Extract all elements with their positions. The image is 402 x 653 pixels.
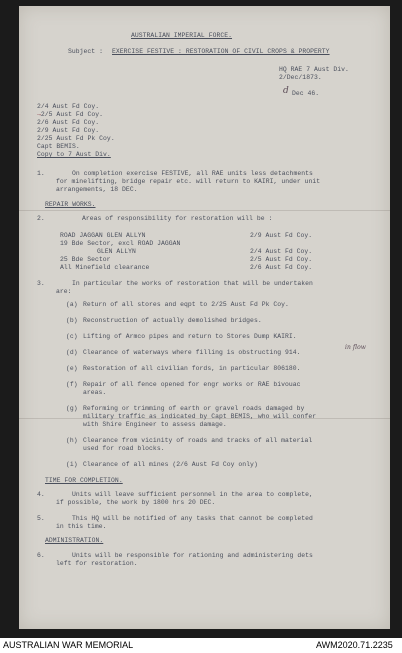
area-name: 19 Bde Sector, excl ROAD JAGGAN [60, 240, 181, 247]
item-text: Lifting of Armco pipes and return to Stores Dump KAIRI. [83, 333, 297, 340]
paragraph-3-intro: are: [56, 288, 72, 295]
distribution-item: 2/25 Aust Fd Pk Coy. [37, 135, 115, 142]
item-text: Repair of all fence opened for engr works or RAE bivouac [83, 381, 301, 388]
item-id: (b) [66, 317, 78, 324]
distribution-item: Capt BEMIS. [37, 143, 80, 150]
distribution-item: 2/4 Aust Fd Coy. [37, 103, 100, 110]
paragraph-number: 2. [37, 215, 45, 222]
subject-text: EXERCISE FESTIVE : RESTORATION OF CIVIL CROPS & PROPERTY [112, 48, 330, 55]
paragraph-6-line: left for restoration. [56, 560, 138, 567]
hq-reference: HQ RAE 7 Aust Div. [279, 66, 349, 73]
handwritten-note: in flow [345, 344, 366, 351]
paragraph-5-line: in this time. [56, 523, 107, 530]
area-name: ROAD JAGGAN GLEN ALLYN [60, 232, 146, 239]
paragraph-1-line: for minelifting, bridge repair etc. will return to KAIRI, under unit [56, 178, 321, 185]
archive-reference: AWM2020.71.2235 [316, 640, 393, 650]
item-text: Clearance from vicinity of roads and tracks of all material [83, 437, 313, 444]
paragraph-number: 1. [37, 170, 45, 177]
item-id: (d) [66, 349, 78, 356]
item-id: (e) [66, 365, 78, 372]
paragraph-6-line: Units will be responsible for rationing and administering dets [72, 552, 313, 559]
paragraph-number: 5. [37, 515, 45, 522]
paragraph-3-intro: In particular the works of restoration that will be undertaken [72, 280, 313, 287]
item-id: (i) [66, 461, 78, 468]
copy-to-line: Copy to 7 Aust Div. [37, 151, 111, 158]
item-text: Clearance of waterways where filling is obstructing 914. [83, 349, 301, 356]
distribution-item: →2/5 Aust Fd Coy. [37, 111, 104, 118]
item-id: (a) [66, 301, 78, 308]
paragraph-number: 4. [37, 491, 45, 498]
item-text: Restoration of all civilian fords, in particular 806180. [83, 365, 301, 372]
item-id: (f) [66, 381, 78, 388]
area-name: GLEN ALLYN [97, 248, 136, 255]
item-text: areas. [83, 389, 107, 396]
paper-fold-line [19, 210, 390, 211]
archive-footer [0, 638, 402, 653]
paragraph-number: 3. [37, 280, 45, 287]
paragraph-2-intro: Areas of responsibility for restoration will be : [82, 215, 273, 222]
paragraph-1-line: arrangements, 18 DEC. [56, 186, 138, 193]
paragraph-1-line: On completion exercise FESTIVE, all RAE units less detachments [72, 170, 313, 177]
document-header: AUSTRALIAN IMPERIAL FORCE. [131, 32, 233, 39]
paragraph-5-line: This HQ will be notified of any tasks that cannot be completed [72, 515, 313, 522]
item-id: (h) [66, 437, 78, 444]
subject-label: Subject : [68, 48, 103, 55]
section-heading-repair-works: REPAIR WORKS. [45, 201, 96, 208]
section-heading-administration: ADMINISTRATION. [45, 537, 104, 544]
archive-name: AUSTRALIAN WAR MEMORIAL [3, 640, 134, 650]
item-text: Reforming or trimming of earth or gravel roads damaged by [83, 405, 305, 412]
area-unit: 2/4 Aust Fd Coy. [250, 248, 313, 255]
area-unit: 2/6 Aust Fd Coy. [250, 264, 313, 271]
area-name: All Minefield clearance [60, 264, 150, 271]
item-text: with Shire Engineer to assess damage. [83, 421, 227, 428]
red-arrow-icon: → [37, 111, 41, 118]
document-date-secondary: Dec 46. [292, 90, 320, 97]
paragraph-4-line: if possible, the work by 1800 hrs 20 DEC. [56, 499, 216, 506]
handwritten-mark: d [283, 86, 289, 96]
item-text: used for road blocks. [83, 445, 165, 452]
item-text: Clearance of all mines (2/6 Aust Fd Coy only) [83, 461, 258, 468]
paragraph-number: 6. [37, 552, 45, 559]
paragraph-4-line: Units will leave sufficient personnel in the area to complete, [72, 491, 313, 498]
distribution-item: 2/6 Aust Fd Coy. [37, 119, 100, 126]
item-text: military traffic as indicated by Capt BEMIS, who will confer [83, 413, 317, 420]
area-unit: 2/5 Aust Fd Coy. [250, 256, 313, 263]
item-text: Return of all stores and eqpt to 2/25 Aust Fd Pk Coy. [83, 301, 289, 308]
area-name: 25 Bde Sector [60, 256, 111, 263]
document-date: 2/Dec/1873. [279, 74, 322, 81]
item-id: (c) [66, 333, 78, 340]
area-unit: 2/9 Aust Fd Coy. [250, 232, 313, 239]
item-text: Reconstruction of actually demolished bridges. [83, 317, 262, 324]
section-heading-time-for-completion: TIME FOR COMPLETION. [45, 477, 123, 484]
item-id: (g) [66, 405, 78, 412]
distribution-item: 2/9 Aust Fd Coy. [37, 127, 100, 134]
